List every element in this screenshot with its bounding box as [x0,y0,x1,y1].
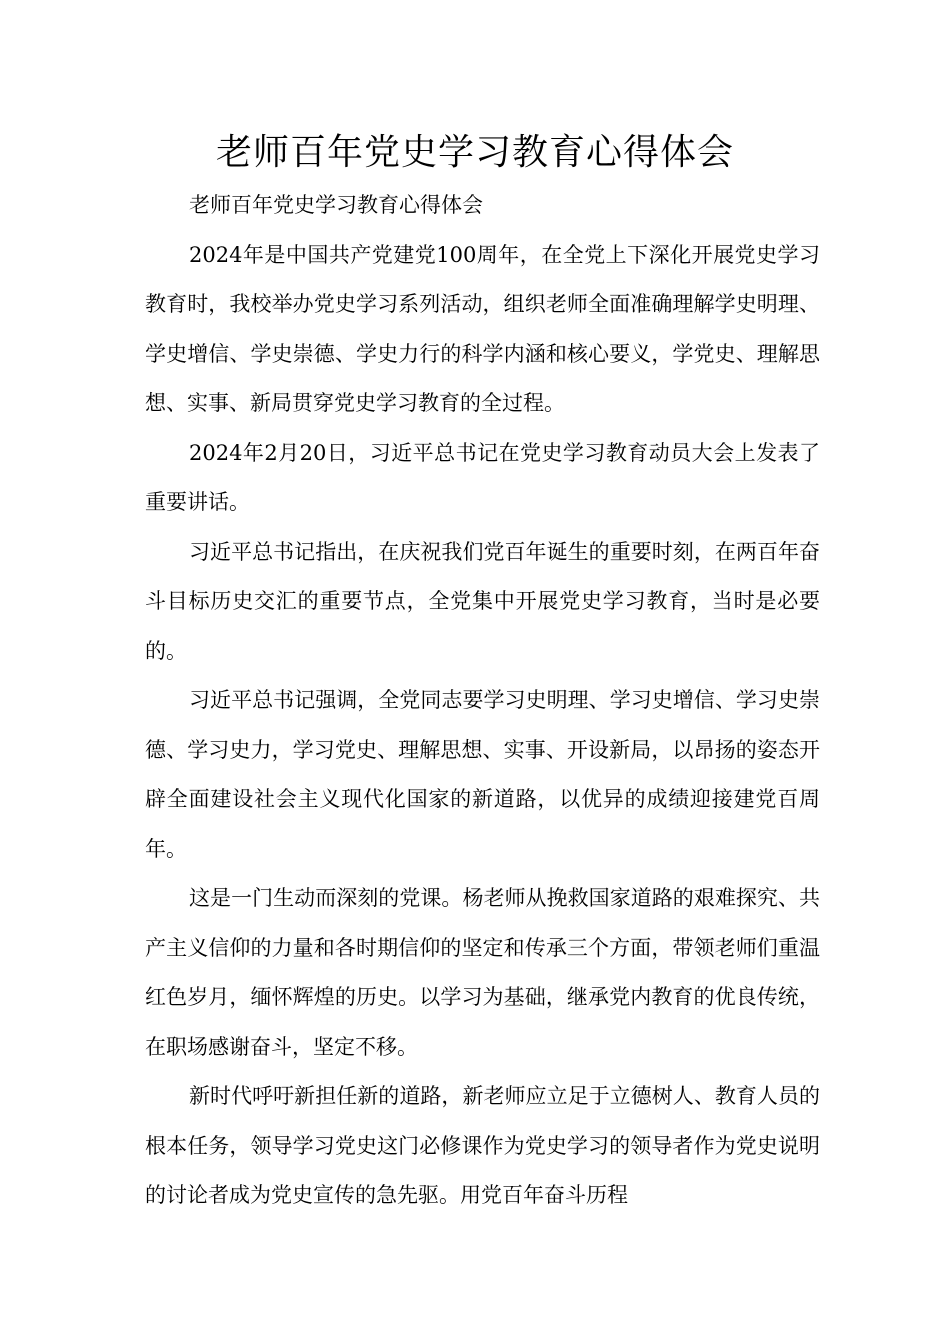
paragraph: 新时代呼吁新担任新的道路，新老师应立足于立德树人、教育人员的根本任务，领导学习党史这门必修课作为党史学习的领导者作为党史说明的讨论者成为党史宣传的急先驱。用党百年奋斗历程 [145,1084,820,1207]
document-body [145,181,820,1221]
document-title: 老师百年党史学习教育心得体会 [215,132,734,173]
paragraph: 习近平总书记强调，全党同志要学习史明理、学习史增信、学习史崇德、学习史力，学习党史、理解思想、实事、开设新局，以昂扬的姿态开辟全面建设社会主义现代化国家的新道路，以优异的成绩迎接建党百周年。 [145,688,820,861]
paragraph: 2024年是中国共产党建党100周年，在全党上下深化开展党史学习教育时，我校举办党史学习系列活动，组织老师全面准确理解学史明理、学史增信、学史崇德、学史力行的科学内涵和核心要义，学党史、理解思想、实事、新局贯穿党史学习教育的全过程。 [145,242,820,415]
paragraph: 2024年2月20日，习近平总书记在党史学习教育动员大会上发表了重要讲话。 [145,440,820,514]
paragraph: 习近平总书记指出，在庆祝我们党百年诞生的重要时刻，在两百年奋斗目标历史交汇的重要节点，全党集中开展党史学习教育，当时是必要的。 [145,539,820,663]
paragraph: 这是一门生动而深刻的党课。杨老师从挽救国家道路的艰难探究、共产主义信仰的力量和各时期信仰的坚定和传承三个方面，带领老师们重温红色岁月，缅怀辉煌的历史。以学习为基础，继承党内教育的优良传统，在职场感谢奋斗，坚定不移。 [145,886,820,1059]
paragraph-subtitle: 老师百年党史学习教育心得体会 [189,193,483,217]
